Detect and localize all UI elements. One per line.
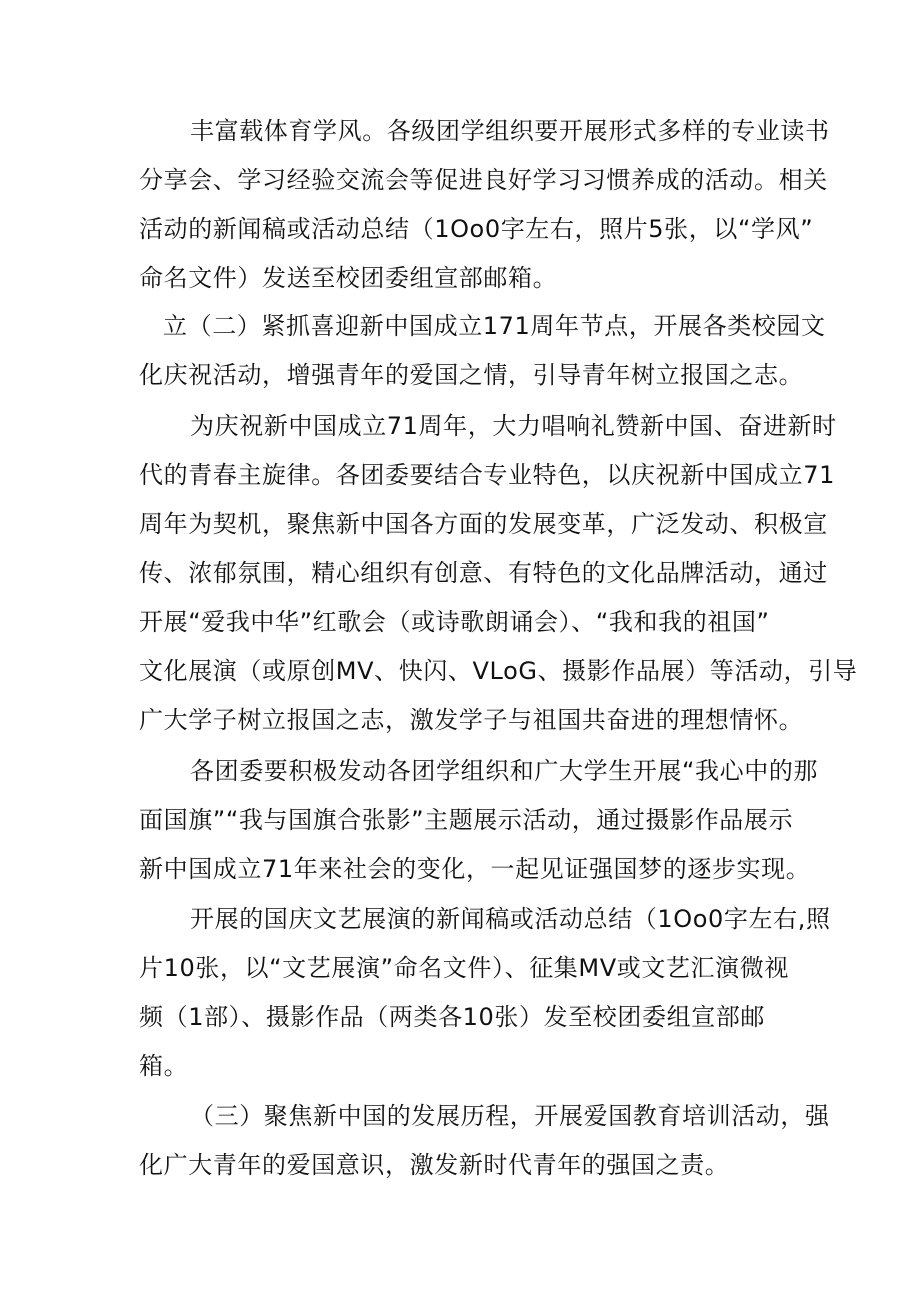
p3-line-7: 广大学子树立报国之志，激发学子与祖国共奋进的理想情怀。 xyxy=(139,706,804,734)
p3-line-2: 代的青春主旋律。各团委要结合专业特色，以庆祝新中国成立71 xyxy=(139,461,835,489)
p1-line-4: 命名文件）发送至校团委组宣部邮箱。 xyxy=(139,264,558,292)
p5-line-4: 箱。 xyxy=(139,1052,189,1080)
p1-line-1: 丰富载体育学风。各级团学组织要开展形式多样的专业读书 xyxy=(190,117,830,145)
p5-line-2: 片10张，以“文艺展演”命名文件）、征集MV或文艺汇演微视 xyxy=(139,954,789,982)
p4-line-2: 面国旗”“我与国旗合张影”主题展示活动，通过摄影作品展示 xyxy=(139,806,794,834)
p3-line-6: 文化展演（或原创MV、快闪、VLoG、摄影作品展）等活动，引导 xyxy=(139,657,858,685)
p3-line-4: 传、浓郁氛围，精心组织有创意、有特色的文化品牌活动，通过 xyxy=(139,559,828,587)
p1-line-2: 分享会、学习经验交流会等促进良好学习习惯养成的活动。相关 xyxy=(139,166,828,194)
p5-line-3: 频（1部）、摄影作品（两类各10张）发至校团委组宣部邮 xyxy=(139,1003,766,1031)
p3-line-1: 为庆祝新中国成立71周年，大力唱响礼赞新中国、奋进新时 xyxy=(190,412,837,440)
p4-line-3: 新中国成立71年来社会的变化，一起见证强国梦的逐步实现。 xyxy=(139,855,811,883)
p6-line-2: 化广大青年的爱国意识，激发新时代青年的强国之责。 xyxy=(139,1151,730,1179)
p3-line-5: 开展“爱我中华”红歌会（或诗歌朗诵会）、“我和我的祖国” xyxy=(139,608,770,636)
p5-line-1: 开展的国庆文艺展演的新闻稿或活动总结（1Oo0字左右,照 xyxy=(190,905,831,933)
p6-line-1: （三）聚焦新中国的发展历程，开展爱国教育培训活动，强 xyxy=(190,1102,830,1130)
p2-line-1: 立（二）紧抓喜迎新中国成立171周年节点，开展各类校园文 xyxy=(163,312,826,340)
p1-line-3: 活动的新闻稿或活动总结（1Oo0字左右，照片5张，以“学风” xyxy=(139,215,814,243)
p4-line-1: 各团委要积极发动各团学组织和广大学生开展“我心中的那 xyxy=(190,757,819,785)
p3-line-3: 周年为契机，聚焦新中国各方面的发展变革，广泛发动、积极宣 xyxy=(139,510,828,538)
p2-line-2: 化庆祝活动，增强青年的爱国之情，引导青年树立报国之志。 xyxy=(139,361,804,389)
